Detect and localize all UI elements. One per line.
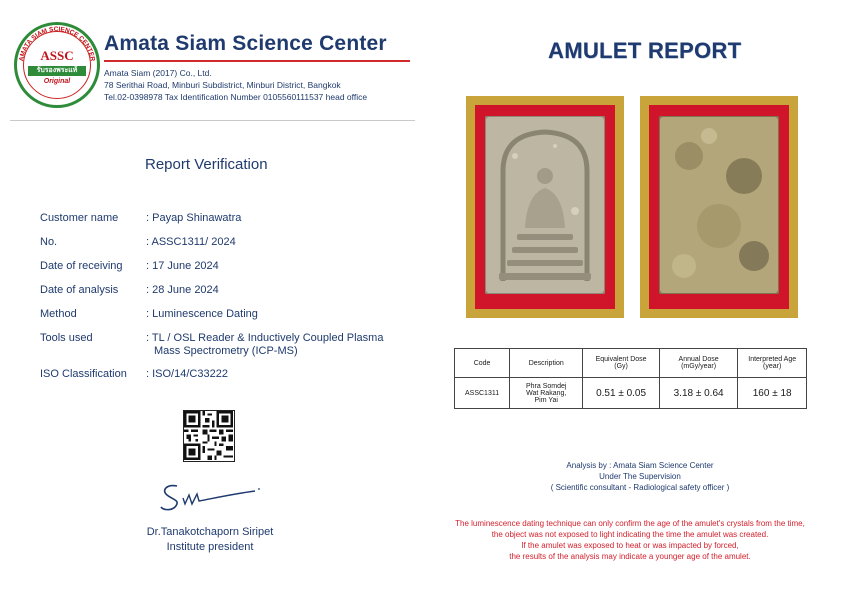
field-label: No. bbox=[40, 236, 58, 248]
field-label: Tools used bbox=[40, 332, 93, 344]
header-description: Description bbox=[510, 349, 583, 378]
qr-pattern-icon bbox=[184, 411, 233, 460]
field-label: Date of receiving bbox=[40, 260, 123, 272]
field-label: Customer name bbox=[40, 212, 119, 224]
amulet-back-photo bbox=[640, 96, 798, 318]
analysis-by: Analysis by : Amata Siam Science Center bbox=[566, 461, 714, 470]
disclaimer-line-4: the results of the analysis may indicate a younger age of the amulet. bbox=[509, 552, 751, 561]
amulet-front-photo bbox=[466, 96, 624, 318]
amulet-back-image bbox=[659, 116, 779, 294]
signer-name: Dr.Tanakotchaporn Siripet bbox=[146, 526, 274, 538]
address-line-3: Tel.02-0398978 Tax Identification Number 0105560111537 head office bbox=[104, 92, 368, 102]
verification-title: Report Verification bbox=[145, 156, 268, 173]
seal-abbrev: ASSC bbox=[40, 48, 74, 63]
disclaimer-line-1: The luminescence dating technique can only confirm the age of the amulet's crystals from the time, bbox=[455, 519, 805, 528]
handwritten-signature bbox=[155, 480, 265, 514]
company-name: Amata Siam Science Center bbox=[104, 32, 387, 55]
seal-inner-ring bbox=[23, 31, 91, 99]
field-label: Method bbox=[40, 308, 77, 320]
cell-code: ASSC1311 bbox=[455, 378, 510, 409]
field-value: : 17 June 2024 bbox=[146, 260, 219, 272]
analysis-consultant: ( Scientific consultant - Radiological safety officer ) bbox=[550, 483, 730, 492]
header-interpreted-age: Interpreted Age (year) bbox=[738, 349, 807, 378]
cell-description: Phra Somdej Wat Rakang, Pim Yai bbox=[510, 378, 583, 409]
title-underline bbox=[104, 60, 410, 62]
table-header-row bbox=[455, 349, 807, 378]
field-value: : ASSC1311/ 2024 bbox=[146, 236, 236, 248]
field-value: : 28 June 2024 bbox=[146, 284, 219, 296]
field-label: ISO Classification bbox=[40, 368, 127, 380]
disclaimer-line-2: the object was not exposed to light indicating the time the amulet was created. bbox=[491, 530, 769, 539]
field-value: : Luminescence Dating bbox=[146, 308, 258, 320]
address-line-1: Amata Siam (2017) Co., Ltd. bbox=[104, 68, 212, 78]
field-label: Date of analysis bbox=[40, 284, 119, 296]
disclaimer-line-3: If the amulet was exposed to heat or was impacted by forced, bbox=[521, 541, 739, 550]
header-annual-dose: Annual Dose (mGy/year) bbox=[659, 349, 738, 378]
header-divider bbox=[10, 120, 415, 121]
address-line-2: 78 Serithai Road, Minburi Subdistrict, Minburi District, Bangkok bbox=[104, 80, 341, 90]
signer-position: Institute president bbox=[166, 541, 254, 553]
field-value: : Payap Shinawatra bbox=[146, 212, 242, 224]
amulet-front-image bbox=[485, 116, 605, 294]
header-code: Code bbox=[455, 349, 510, 378]
header-equivalent-dose: Equivalent Dose (Gy) bbox=[583, 349, 660, 378]
cell-interpreted-age: 160 ± 18 bbox=[738, 378, 807, 409]
report-title: AMULET REPORT bbox=[548, 38, 742, 63]
seal-ring-label: AMATA SIAM SCIENCE CENTER bbox=[18, 25, 96, 62]
field-value: : ISO/14/C33222 bbox=[146, 368, 228, 380]
seal-original-stamp: Original bbox=[43, 78, 71, 85]
cell-equivalent-dose: 0.51 ± 0.05 bbox=[583, 378, 660, 409]
qr-code[interactable] bbox=[183, 410, 235, 462]
field-value-continued: Mass Spectrometry (ICP-MS) bbox=[154, 345, 298, 357]
seal-band: รับรองพระแท้ bbox=[28, 66, 86, 76]
field-value: : TL / OSL Reader & Inductively Coupled Plasma bbox=[146, 332, 384, 344]
cell-annual-dose: 3.18 ± 0.64 bbox=[659, 378, 738, 409]
company-seal-logo bbox=[14, 22, 100, 108]
table-row bbox=[455, 378, 807, 409]
results-table bbox=[454, 348, 807, 409]
analysis-supervision: Under The Supervision bbox=[599, 472, 681, 481]
